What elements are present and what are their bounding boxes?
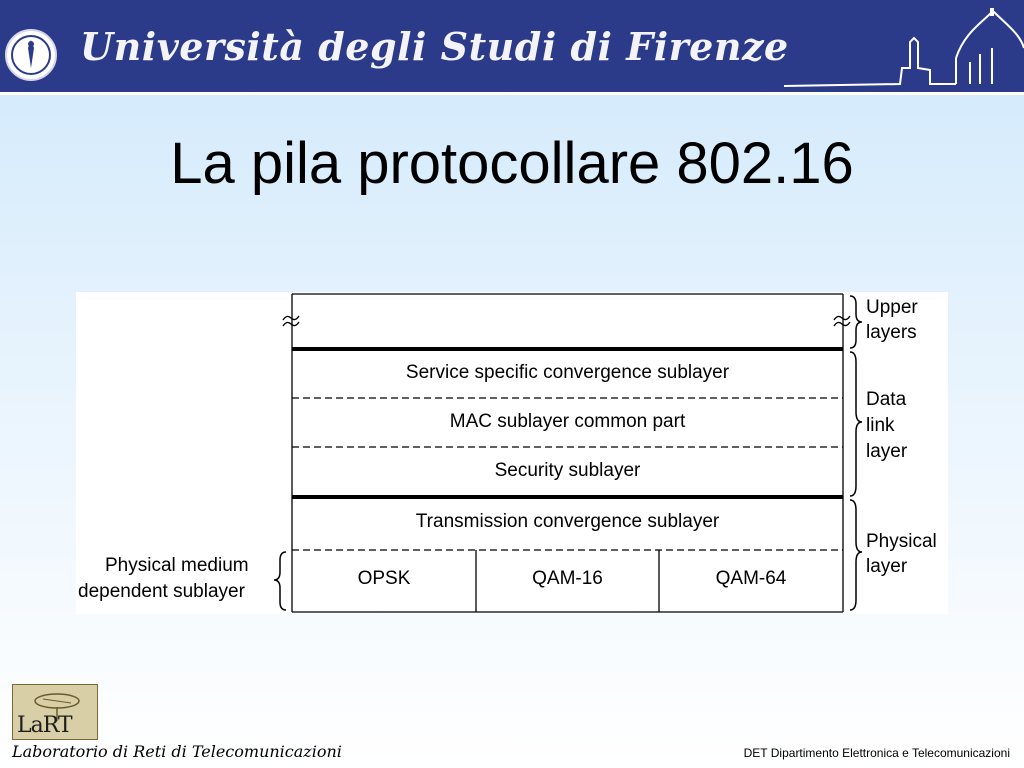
label-upper-layers-line1: Upper bbox=[866, 297, 918, 318]
department-name: DET Dipartimento Elettronica e Telecomunicazioni bbox=[743, 746, 1010, 760]
label-data-link-line2: link bbox=[866, 415, 895, 436]
label-data-link-line3: layer bbox=[866, 441, 908, 462]
university-seal-icon bbox=[4, 28, 58, 82]
label-pmd-line2: dependent sublayer bbox=[78, 581, 245, 602]
lart-logo bbox=[12, 684, 98, 740]
label-physical-layer-line1: Physical bbox=[866, 531, 937, 552]
layer-security: Security sublayer bbox=[494, 460, 641, 481]
layer-transmission-convergence: Transmission convergence sublayer bbox=[415, 511, 720, 532]
slide-title: La pila protocollare 802.16 bbox=[170, 131, 854, 196]
label-pmd-line1: Physical medium bbox=[105, 555, 249, 576]
lab-name: Laboratorio di Reti di Telecomunicazioni bbox=[12, 742, 342, 761]
banner-divider bbox=[0, 92, 1024, 95]
modulation-qam16: QAM-16 bbox=[532, 568, 603, 589]
university-name: Università degli Studi di Firenze bbox=[80, 24, 789, 69]
layer-mac-common-part: MAC sublayer common part bbox=[449, 411, 686, 432]
label-data-link-line1: Data bbox=[866, 389, 907, 410]
label-upper-layers-line2: layers bbox=[866, 322, 917, 343]
label-physical-layer-line2: layer bbox=[866, 556, 908, 577]
layer-service-specific-convergence: Service specific convergence sublayer bbox=[405, 362, 730, 383]
modulation-opsk: OPSK bbox=[357, 568, 411, 589]
header-banner bbox=[0, 0, 1024, 92]
lart-logo-text: LaRT bbox=[17, 713, 72, 738]
modulation-qam64: QAM-64 bbox=[715, 568, 787, 589]
florence-skyline-icon bbox=[780, 8, 1024, 92]
break-marks bbox=[283, 316, 850, 326]
protocol-stack-diagram bbox=[76, 292, 948, 614]
